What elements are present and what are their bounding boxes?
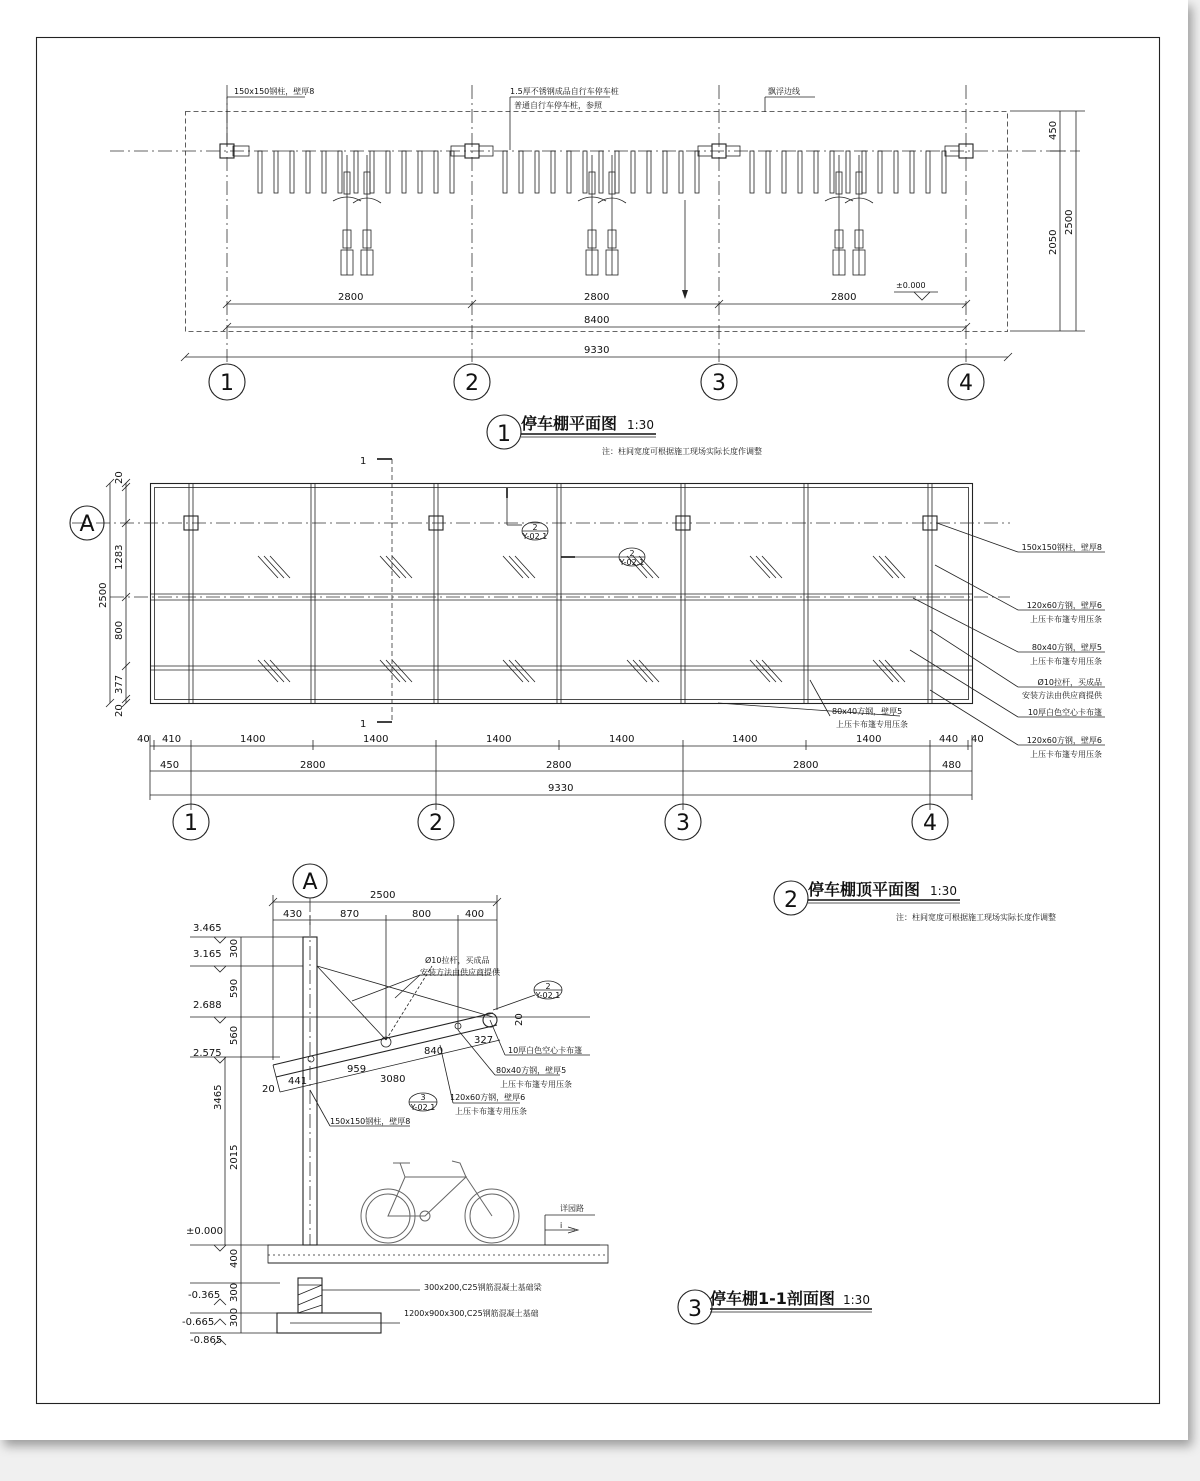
section-ref-bottom-num: 3 <box>420 1093 426 1102</box>
roof-dim-left-total: 2500 <box>98 582 109 608</box>
glazing-hatch <box>264 556 284 578</box>
section-beam-0: 20 <box>262 1084 275 1095</box>
section-column-label: 150x150钢柱，壁厚8 <box>330 1117 411 1126</box>
section-left-5: 400 <box>229 1248 240 1268</box>
plan-edge-label: 飘浮边线 <box>768 87 800 96</box>
plan-dim-bay-2: 2800 <box>584 292 610 303</box>
roof-label-7: 10厚白色空心卡布篷 <box>1027 708 1102 717</box>
roof-title-number: 2 <box>784 888 798 913</box>
roof-label-1: 120x60方钢，壁厚6 <box>1026 601 1102 610</box>
rack-bar <box>631 151 635 193</box>
glazing-hatch <box>885 660 905 682</box>
roof-plan-view <box>70 456 1105 922</box>
section-purlin-2: 上压卡布篷专用压条 <box>500 1080 572 1089</box>
section-level-3: 2.575 <box>193 1048 222 1059</box>
glazing-hatch <box>380 660 400 682</box>
roof-bottom-label-1: 80x40方钢，壁厚5 <box>832 707 903 716</box>
roof-dim-r1-2: 1400 <box>240 734 266 745</box>
plan-dim-bay-1: 2800 <box>338 292 364 303</box>
section-rod-2: 安装方法由供应商提供 <box>420 968 500 977</box>
section-level-5: -0.365 <box>188 1290 221 1301</box>
roof-axis-a: A <box>79 512 95 537</box>
glazing-hatch <box>762 556 782 578</box>
glazing-hatch <box>756 556 776 578</box>
roof-label-4: 上压卡布篷专用压条 <box>1030 657 1102 666</box>
section-left-3: 3465 <box>213 1084 224 1110</box>
rack-bar <box>503 151 507 193</box>
plan-title: 停车棚平面图 <box>521 414 618 433</box>
sheet-border <box>37 38 1160 1404</box>
roof-label-0: 150x150钢柱，壁厚8 <box>1021 543 1102 552</box>
plan-dim-bay-3: 2800 <box>831 292 857 303</box>
plan-note: 注：柱间宽度可根据施工现场实际长度作调整 <box>602 447 762 456</box>
section-left-6: 300 <box>229 1282 240 1302</box>
glazing-hatch <box>386 556 406 578</box>
roof-dim-r1-1: 410 <box>162 734 182 745</box>
plan-view <box>110 85 1085 456</box>
glazing-hatch <box>873 660 893 682</box>
rack-bar <box>583 151 587 193</box>
section-title: 停车棚1-1剖面图 <box>710 1289 835 1308</box>
bike-racks <box>258 151 946 193</box>
glazing-hatch <box>762 660 782 682</box>
rack-bar <box>878 151 882 193</box>
plan-dim-outer: 9330 <box>584 345 610 356</box>
section-purlin-1: 80x40方钢，壁厚5 <box>496 1066 567 1075</box>
rack-bar <box>567 151 571 193</box>
rack-bar <box>450 151 454 193</box>
section-scale: 1:30 <box>843 1293 870 1307</box>
plan-title-number: 1 <box>497 422 511 447</box>
glazing-hatch <box>879 660 899 682</box>
roof-label-5: Ø10拉杆，买成品 <box>1037 678 1102 687</box>
glazing-hatch <box>509 556 529 578</box>
rack-bar <box>750 151 754 193</box>
bicycle-top <box>825 155 853 275</box>
section-level-4: ±0.000 <box>186 1226 224 1237</box>
glazing-hatch <box>503 556 523 578</box>
roof-axis-4: 4 <box>923 811 937 836</box>
glazing-hatch <box>392 556 412 578</box>
rack-bar <box>862 151 866 193</box>
plan-axis-2: 2 <box>465 371 479 396</box>
rack-bar <box>322 151 326 193</box>
section-left-1: 590 <box>229 978 240 998</box>
section-top-3: 400 <box>465 909 485 920</box>
roof-label-8: 120x60方钢，壁厚6 <box>1026 736 1102 745</box>
section-level-1: 3.165 <box>193 949 222 960</box>
roof-dim-r1-6: 1400 <box>732 734 758 745</box>
glazing-hatch <box>264 660 284 682</box>
roof-dim-r2-0: 450 <box>160 760 180 771</box>
glazing-hatch <box>503 660 523 682</box>
rack-bar <box>798 151 802 193</box>
rack-bar <box>615 151 619 193</box>
section-top-total: 2500 <box>370 890 396 901</box>
rack-bar <box>386 151 390 193</box>
rack-bar <box>402 151 406 193</box>
rack-bar <box>418 151 422 193</box>
section-beam-2: 959 <box>347 1064 367 1075</box>
glazing-hatch <box>879 556 899 578</box>
section-slope-mark: i <box>560 1221 563 1230</box>
roof-dim-left-0: 20 <box>114 471 125 484</box>
section-beam-4: 840 <box>424 1046 444 1057</box>
roof-detail-sheet-2: Y-02.1 <box>619 558 645 567</box>
roof-dim-r1-5: 1400 <box>609 734 635 745</box>
rack-bar <box>306 151 310 193</box>
section-beam-5: 327 <box>474 1035 494 1046</box>
plan-axis-1: 1 <box>220 371 234 396</box>
section-mark-top: 1 <box>360 456 367 467</box>
plan-column-label: 150x150钢柱，壁厚8 <box>234 87 315 96</box>
rack-bar <box>814 151 818 193</box>
rack-bar <box>846 151 850 193</box>
rack-bar <box>535 151 539 193</box>
section-ground-label: 详园路 <box>560 1204 584 1213</box>
section-beam-label-1: 120x60方钢，壁厚6 <box>450 1093 526 1102</box>
roof-dim-r2-3: 2800 <box>793 760 819 771</box>
glazing-hatch <box>633 660 653 682</box>
roof-dim-left-2: 800 <box>114 620 125 640</box>
rack-bar <box>647 151 651 193</box>
section-bicycle <box>361 1161 519 1243</box>
glazing-hatch <box>392 660 412 682</box>
plan-axis-bubbles <box>209 364 984 400</box>
section-footing-beam: 300x200,C25钢筋混凝土基础梁 <box>424 1283 542 1292</box>
rack-bar <box>766 151 770 193</box>
section-level-0: 3.465 <box>193 923 222 934</box>
section-ref-top-sheet: Y-02.1 <box>535 991 561 1000</box>
section-footing: 1200x900x300,C25钢筋混凝土基础 <box>404 1309 539 1318</box>
glazing-hatch <box>885 556 905 578</box>
roof-detail-num-2: 2 <box>629 549 635 558</box>
bicycle-top <box>353 155 381 275</box>
rack-bar <box>894 151 898 193</box>
glazing-hatch <box>258 660 278 682</box>
roof-axis-bubbles <box>173 804 948 840</box>
plan-axis-3: 3 <box>712 371 726 396</box>
bicycle-top <box>578 155 606 275</box>
section-cover: 10厚白色空心卡布篷 <box>508 1046 583 1055</box>
roof-dim-r1-7: 1400 <box>856 734 882 745</box>
glazing-hatch <box>873 556 893 578</box>
rack-bar <box>695 151 699 193</box>
roof-title: 停车棚顶平面图 <box>808 880 921 899</box>
roof-dim-r1-0: 40 <box>137 734 150 745</box>
section-level-6: -0.665 <box>182 1317 215 1328</box>
glazing-hatch <box>270 556 290 578</box>
plan-dim-depth-total: 2500 <box>1064 209 1075 235</box>
plan-scale: 1:30 <box>627 418 654 432</box>
section-left-2: 560 <box>229 1025 240 1045</box>
bicycle-top <box>845 155 873 275</box>
roof-dim-left-4: 20 <box>114 704 125 717</box>
section-beam-6: 20 <box>514 1013 525 1026</box>
roof-label-9: 上压卡布篷专用压条 <box>1030 750 1102 759</box>
plan-rack-label-2: 普通自行车停车桩，参照 <box>514 101 602 110</box>
rack-bar <box>926 151 930 193</box>
section-beam-3: 3080 <box>380 1074 406 1085</box>
rack-bar <box>354 151 358 193</box>
roof-dim-r1-8: 440 <box>939 734 959 745</box>
rack-bar <box>274 151 278 193</box>
rack-bar <box>519 151 523 193</box>
rack-bar <box>679 151 683 193</box>
glazing-hatch <box>750 556 770 578</box>
rack-bar <box>942 151 946 193</box>
bicycle-top <box>598 155 626 275</box>
rack-bar <box>551 151 555 193</box>
roof-note: 注：柱间宽度可根据施工现场实际长度作调整 <box>896 913 1056 922</box>
roof-dim-left-1: 1283 <box>114 544 125 570</box>
roof-dim-r1-9: 40 <box>971 734 984 745</box>
rack-bar <box>663 151 667 193</box>
rack-bar <box>830 151 834 193</box>
roof-dim-r2-4: 480 <box>942 760 962 771</box>
section-title-number: 3 <box>688 1297 702 1322</box>
glazing-hatch <box>509 660 529 682</box>
section-mark-bottom: 1 <box>360 719 367 730</box>
section-top-1: 870 <box>340 909 360 920</box>
roof-label-2: 上压卡布篷专用压条 <box>1030 615 1102 624</box>
roof-bottom-label-2: 上压卡布篷专用压条 <box>836 720 908 729</box>
glazing-hatch <box>258 556 278 578</box>
roof-scale: 1:30 <box>930 884 957 898</box>
glazing-hatch <box>756 660 776 682</box>
roof-dim-r2-1: 2800 <box>300 760 326 771</box>
section-level-7: -0.865 <box>190 1335 223 1346</box>
rack-bar <box>290 151 294 193</box>
rack-bar <box>910 151 914 193</box>
plan-axis-4: 4 <box>959 371 973 396</box>
bicycle-top <box>333 155 361 275</box>
roof-label-6: 安装方法由供应商提供 <box>1022 691 1102 700</box>
plan-level: ±0.000 <box>896 281 926 290</box>
section-rod-1: Ø10拉杆，买成品 <box>425 956 490 965</box>
section-top-2: 800 <box>412 909 432 920</box>
roof-dim-r2-2: 2800 <box>546 760 572 771</box>
glazing-hatch <box>386 660 406 682</box>
section-top-0: 430 <box>283 909 303 920</box>
section-ref-bottom-sheet: Y-02.1 <box>410 1103 436 1112</box>
plan-dim-depth-1: 450 <box>1048 120 1059 140</box>
section-beam-1: 441 <box>288 1076 308 1087</box>
glazing-hatch <box>515 556 535 578</box>
rack-bar <box>258 151 262 193</box>
section-view <box>182 864 872 1346</box>
section-axis-a: A <box>302 870 318 895</box>
plan-rack-label-1: 1.5厚不锈钢成品自行车停车桩 <box>510 87 619 96</box>
rack-bar <box>434 151 438 193</box>
glazing-hatch <box>380 556 400 578</box>
roof-dim-r1-4: 1400 <box>486 734 512 745</box>
rack-bar <box>782 151 786 193</box>
roof-label-3: 80x40方钢，壁厚5 <box>1031 643 1102 652</box>
roof-dim-left-3: 377 <box>114 674 125 694</box>
rack-bar <box>599 151 603 193</box>
roof-detail-num-1: 2 <box>532 523 538 532</box>
section-beam-label-2: 上压卡布篷专用压条 <box>455 1107 527 1116</box>
glazing-hatch <box>639 660 659 682</box>
section-left-7: 300 <box>229 1307 240 1327</box>
rack-bar <box>338 151 342 193</box>
section-left-4: 2015 <box>229 1144 240 1170</box>
plan-dim-inner: 8400 <box>584 315 610 326</box>
section-level-2: 2.688 <box>193 1000 222 1011</box>
glazing-hatch <box>627 660 647 682</box>
plan-dim-depth-2: 2050 <box>1048 229 1059 255</box>
roof-detail-sheet-1: Y-02.1 <box>522 532 548 541</box>
glazing-hatch <box>515 660 535 682</box>
roof-axis-3: 3 <box>676 811 690 836</box>
roof-axis-2: 2 <box>429 811 443 836</box>
roof-dim-total: 9330 <box>548 783 574 794</box>
section-ref-top-num: 2 <box>545 982 551 991</box>
glazing-hatch <box>270 660 290 682</box>
glazing-hatch <box>750 660 770 682</box>
roof-axis-1: 1 <box>184 811 198 836</box>
roof-dim-r1-3: 1400 <box>363 734 389 745</box>
rack-bar <box>370 151 374 193</box>
section-left-0: 300 <box>229 938 240 958</box>
